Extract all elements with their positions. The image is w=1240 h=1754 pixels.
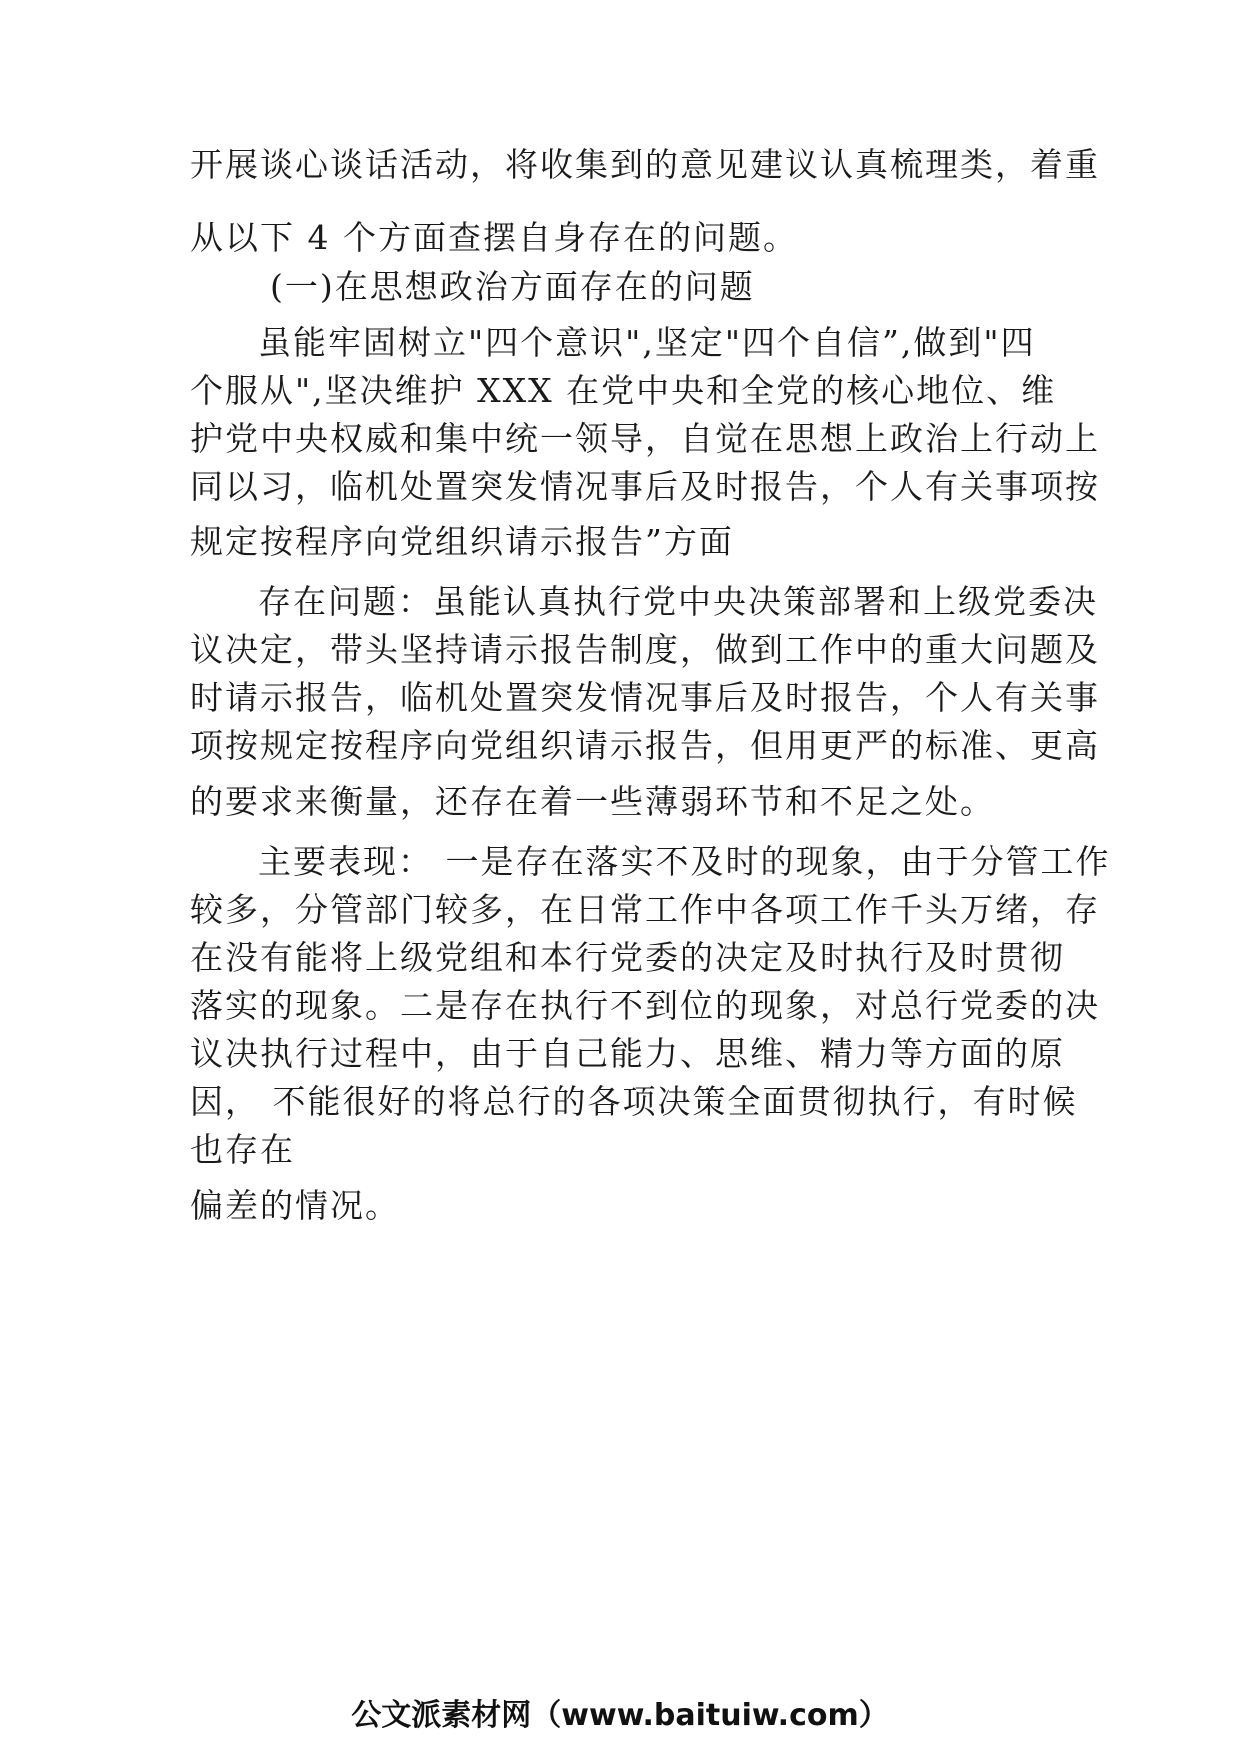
- paragraph-line-8: 规定按程序向党组织请示报告”方面: [190, 522, 734, 561]
- paragraph-line-5: 个服从",坚决维护 XXX 在党中央和全党的核心地位、维: [190, 371, 1057, 410]
- paragraph-line-10: 议决定，带头坚持请示报告制度，做到工作中的重大问题及: [190, 630, 1100, 669]
- paragraph-line-12: 项按规定按程序向党组织请示报告，但用更严的标准、更高: [190, 726, 1100, 765]
- paragraph-line-17: 落实的现象。二是存在执行不到位的现象，对总行党委的决: [190, 986, 1100, 1025]
- paragraph-line-9: 存在问题：虽能认真执行党中央决策部署和上级党委决: [258, 582, 1098, 621]
- paragraph-line-18: 议决执行过程中，由于自己能力、思维、精力等方面的原: [190, 1034, 1065, 1073]
- paragraph-line-14: 主要表现： 一是存在落实不及时的现象，由于分管工作: [258, 842, 1111, 881]
- paragraph-line-16: 在没有能将上级党组和本行党委的决定及时执行及时贯彻: [190, 938, 1065, 977]
- paragraph-line-15: 较多，分管部门较多，在日常工作中各项工作千头万绪，存: [190, 890, 1100, 929]
- paragraph-line-1: 开展谈心谈话活动，将收集到的意见建议认真梳理类，着重: [190, 145, 1100, 184]
- paragraph-line-7: 同以习，临机处置突发情况事后及时报告，个人有关事项按: [190, 467, 1100, 506]
- paragraph-line-21: 偏差的情况。: [190, 1186, 400, 1225]
- paragraph-line-11: 时请示报告，临机处置突发情况事后及时报告，个人有关事: [190, 678, 1100, 717]
- paragraph-line-13: 的要求来衡量，还存在着一些薄弱环节和不足之处。: [190, 782, 995, 821]
- paragraph-line-2: 从以下 4 个方面查摆自身存在的问题。: [190, 218, 798, 257]
- paragraph-line-6: 护党中央权威和集中统一领导，自觉在思想上政治上行动上: [190, 419, 1100, 458]
- footer-watermark-text: 公文派素材网（www.baituiw.com）: [351, 1698, 889, 1733]
- section-heading: (一)在思想政治方面存在的问题: [270, 267, 755, 306]
- paragraph-line-19: 因， 不能很好的将总行的各项决策全面贯彻执行，有时候: [190, 1082, 1078, 1121]
- paragraph-line-4: 虽能牢固树立"四个意识",坚定"四个自信”,做到"四: [258, 323, 1036, 362]
- paragraph-line-20: 也存在: [190, 1130, 295, 1169]
